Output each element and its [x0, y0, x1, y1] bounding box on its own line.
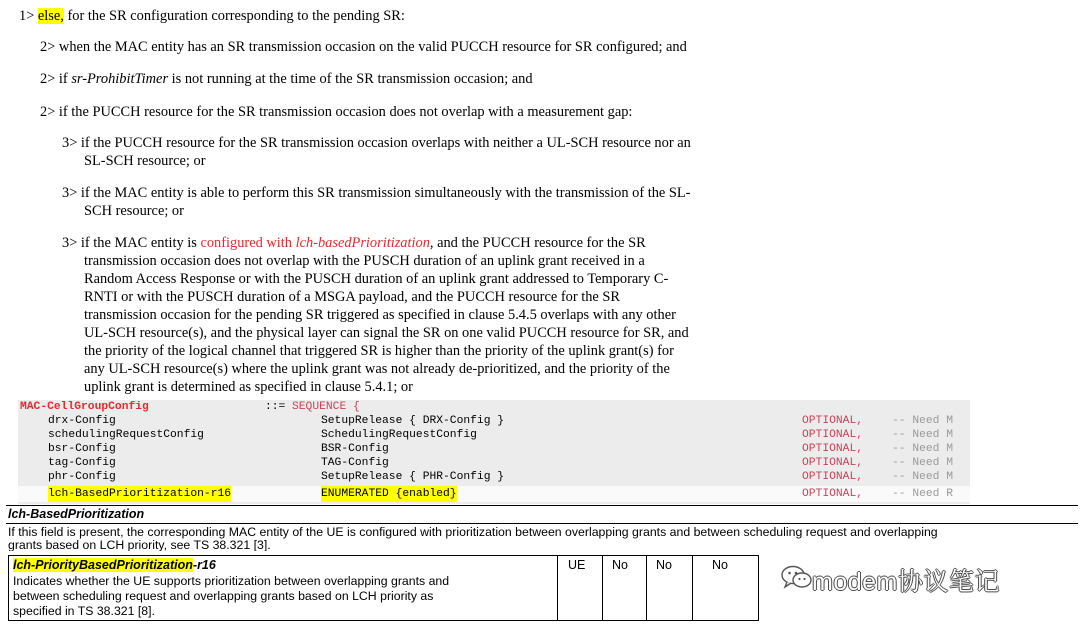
table-border [646, 555, 647, 621]
spec-bullet: 3> [62, 235, 78, 251]
section-divider [6, 505, 1078, 506]
spec-line-7-cont: the priority of the logical channel that triggered SR is higher than the priority of the uplink grant(s) for [84, 343, 674, 359]
asn1-optional: OPTIONAL, [802, 457, 864, 469]
asn1-field-name: bsr-Config [48, 443, 116, 455]
spec-text: is not running at the time of the SR transmission occasion; and [168, 71, 533, 87]
asn1-sequence-keyword: SEQUENCE { [292, 401, 360, 413]
spec-line-5-cont: SL-SCH resource; or [84, 153, 206, 169]
asn1-row [18, 428, 970, 442]
asn1-need-code: -- Need R [892, 488, 954, 500]
asn1-need-code: -- Need M [892, 457, 954, 469]
asn1-field-type: SetupRelease { DRX-Config } [321, 415, 505, 427]
spec-text: if [58, 71, 72, 87]
spec-bullet: 2> [40, 71, 56, 87]
spec-line-7-cont: UL-SCH resource(s), and the physical layer can signal the SR on one valid PUCCH resource for SR, and [84, 325, 689, 341]
spec-bullet: 2> [40, 39, 56, 55]
spec-line-7 [62, 234, 646, 252]
red-highlight-param: lch-basedPrioritization [295, 235, 430, 251]
asn1-need-code: -- Need M [892, 429, 954, 441]
capability-title [13, 557, 216, 573]
asn1-optional: OPTIONAL, [802, 488, 864, 500]
asn1-field-type: ENUMERATED {enabled} [321, 488, 457, 500]
wechat-icon [780, 564, 814, 590]
asn1-optional: OPTIONAL, [802, 443, 864, 455]
asn1-row-highlighted [18, 486, 970, 502]
capability-col-fdd-tdd: No [656, 558, 672, 572]
spec-line-7-cont: transmission occasion does not overlap with the PUSCH duration of an uplink grant received in a [84, 253, 645, 269]
spec-text: if the MAC entity is able to perform this SR transmission simultaneously with the transmission of the SL- [80, 185, 691, 201]
capability-col-m: No [612, 558, 628, 572]
asn1-optional: OPTIONAL, [802, 471, 864, 483]
spec-bullet: 3> [62, 135, 78, 151]
asn1-field-name: lch-BasedPrioritization-r16 [48, 488, 232, 500]
table-border [602, 555, 603, 621]
spec-line-7-cont: uplink grant is determined as specified in clause 5.4.1; or [84, 379, 413, 395]
table-border [692, 555, 693, 621]
asn1-optional: OPTIONAL, [802, 415, 864, 427]
field-description-cont: grants based on LCH priority, see TS 38.321 [3]. [8, 539, 271, 551]
watermark-text: modem协议笔记 [812, 568, 1000, 596]
spec-line-4 [40, 103, 632, 121]
spec-text: if the MAC entity is [80, 235, 201, 251]
spec-text: , and the PUCCH resource for the SR [429, 235, 646, 251]
spec-bullet: 3> [62, 185, 78, 201]
asn1-type-name: MAC-CellGroupConfig [20, 401, 149, 413]
spec-line-5 [62, 134, 691, 152]
spec-text: when the MAC entity has an SR transmission occasion on the valid PUCCH resource for SR configured; and [58, 39, 687, 55]
asn1-header-row [18, 400, 970, 414]
spec-line-1 [19, 7, 405, 25]
asn1-need-code: -- Need M [892, 443, 954, 455]
spec-text: if the PUCCH resource for the SR transmission occasion overlaps with neither a UL-SCH resource nor an [80, 135, 691, 151]
spec-line-6 [62, 184, 690, 202]
capability-desc: Indicates whether the UE supports prioritization between overlapping grants and [13, 574, 450, 588]
spec-text: if the PUCCH resource for the SR transmission occasion does not overlap with a measurement gap: [58, 104, 633, 120]
asn1-field-name: phr-Config [48, 471, 116, 483]
asn1-row [18, 456, 970, 470]
spec-line-7-cont: Random Access Response or with the PUSCH duration of an uplink grant addressed to Temporary C- [84, 271, 669, 287]
spec-line-7-cont: any UL-SCH resource(s) where the uplink grant was not already de-prioritized, and the priority of the [84, 361, 670, 377]
red-highlight-text: configured with [200, 235, 296, 251]
table-border [557, 555, 558, 621]
spec-text: for the SR configuration corresponding to the pending SR: [63, 8, 405, 24]
capability-desc: between scheduling request and overlapping grants based on LCH priority as [13, 589, 434, 603]
table-border [758, 555, 759, 621]
spec-line-2 [40, 38, 687, 56]
table-border [8, 555, 9, 621]
asn1-assign: ::= [265, 401, 286, 413]
else-highlight: else, [37, 8, 64, 24]
asn1-field-name: drx-Config [48, 415, 116, 427]
asn1-field-type: TAG-Config [321, 457, 389, 469]
asn1-field-type: SetupRelease { PHR-Config } [321, 471, 505, 483]
asn1-row [18, 470, 970, 484]
capability-desc: specified in TS 38.321 [8]. [13, 604, 155, 618]
asn1-field-type: BSR-Config [321, 443, 389, 455]
asn1-field-name: schedulingRequestConfig [48, 429, 204, 441]
spec-bullet: 2> [40, 104, 56, 120]
asn1-row [18, 442, 970, 456]
field-title: lch-BasedPrioritization [8, 507, 145, 521]
spec-line-7-cont: transmission occasion for the pending SR triggered as specified in clause 5.4.5 overlaps with any other [84, 307, 676, 323]
asn1-code-block [18, 400, 970, 504]
capability-col-per: UE [568, 558, 586, 572]
capability-name: lch-PriorityBasedPrioritization [13, 558, 193, 572]
timer-name: sr-ProhibitTimer [71, 71, 169, 87]
asn1-field-type: SchedulingRequestConfig [321, 429, 477, 441]
asn1-row [18, 414, 970, 428]
asn1-need-code: -- Need M [892, 415, 954, 427]
spec-bullet: 1> [19, 8, 35, 24]
asn1-need-code: -- Need M [892, 471, 954, 483]
capability-suffix: -r16 [192, 558, 216, 572]
spec-line-6-cont: SCH resource; or [84, 203, 184, 219]
asn1-optional: OPTIONAL, [802, 429, 864, 441]
spec-line-7-cont: RNTI or with the PUSCH duration of a MSGA payload, and the PUCCH resource for the SR [84, 289, 620, 305]
spec-line-3 [40, 70, 533, 88]
capability-col-fr1-fr2: No [712, 558, 728, 572]
asn1-field-name: tag-Config [48, 457, 116, 469]
field-description: If this field is present, the corresponding MAC entity of the UE is configured with prioritization between overlapping grants and between scheduling request and overlapping [8, 525, 938, 539]
